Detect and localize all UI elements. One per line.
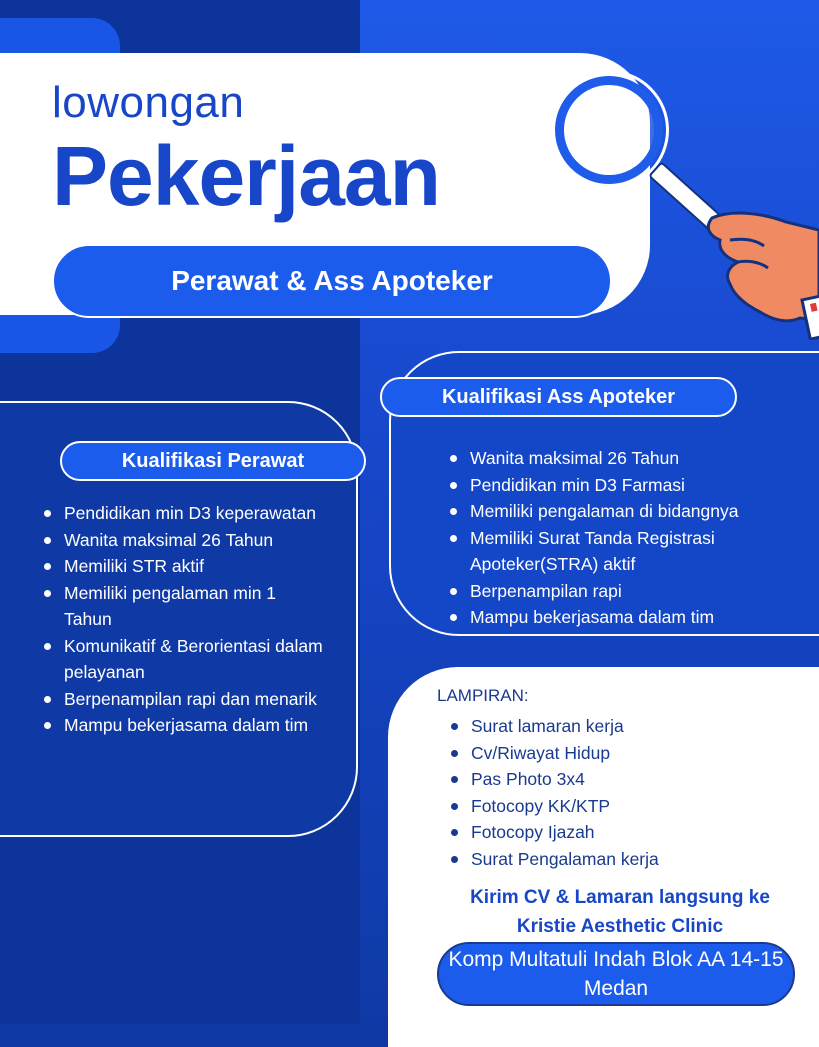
title-small: lowongan [52,78,245,127]
list-item: Komunikatif & Berorientasi dalam pelayanan [42,633,327,686]
list-item: Fotocopy Ijazah [449,819,769,846]
hand-icon [690,200,819,340]
lampiran-title: LAMPIRAN: [437,686,529,705]
list-item: Memiliki pengalaman di bidangnya [448,498,788,525]
magnifier-icon [555,76,663,184]
list-item: Pendidikan min D3 keperawatan [42,500,327,527]
list-item: Fotocopy KK/KTP [449,793,769,820]
list-item: Pas Photo 3x4 [449,766,769,793]
list-item: Pendidikan min D3 Farmasi [448,472,788,499]
send-line-1: Kirim CV & Lamaran langsung ke [470,887,770,908]
list-item: Cv/Riwayat Hidup [449,740,769,767]
list-item: Berpenampilan rapi [448,578,788,605]
list-item: Wanita maksimal 26 Tahun [42,527,327,554]
list-item: Wanita maksimal 26 Tahun [448,445,788,472]
list-item: Surat Pengalaman kerja [449,846,769,873]
send-instructions [400,883,819,941]
apoteker-title: Kualifikasi Ass Apoteker [380,377,737,417]
title-big: Pekerjaan [52,129,440,223]
list-item: Memiliki STR aktif [42,553,327,580]
list-item: Mampu bekerjasama dalam tim [42,712,327,739]
list-item: Memiliki pengalaman min 1 Tahun [42,580,327,633]
list-item: Mampu bekerjasama dalam tim [448,604,788,631]
subtitle-pill: Perawat & Ass Apoteker [52,244,612,318]
perawat-title: Kualifikasi Perawat [60,441,366,481]
address-pill: Komp Multatuli Indah Blok AA 14-15 Medan [437,942,795,1006]
list-item: Berpenampilan rapi dan menarik [42,686,327,713]
list-item: Surat lamaran kerja [449,713,769,740]
lampiran-list [449,713,769,872]
apoteker-list [448,445,788,631]
perawat-list [42,500,327,739]
clinic-name: Kristie Aesthetic Clinic [516,916,724,937]
list-item: Memiliki Surat Tanda Registrasi Apoteker(STRA) aktif [448,525,788,578]
